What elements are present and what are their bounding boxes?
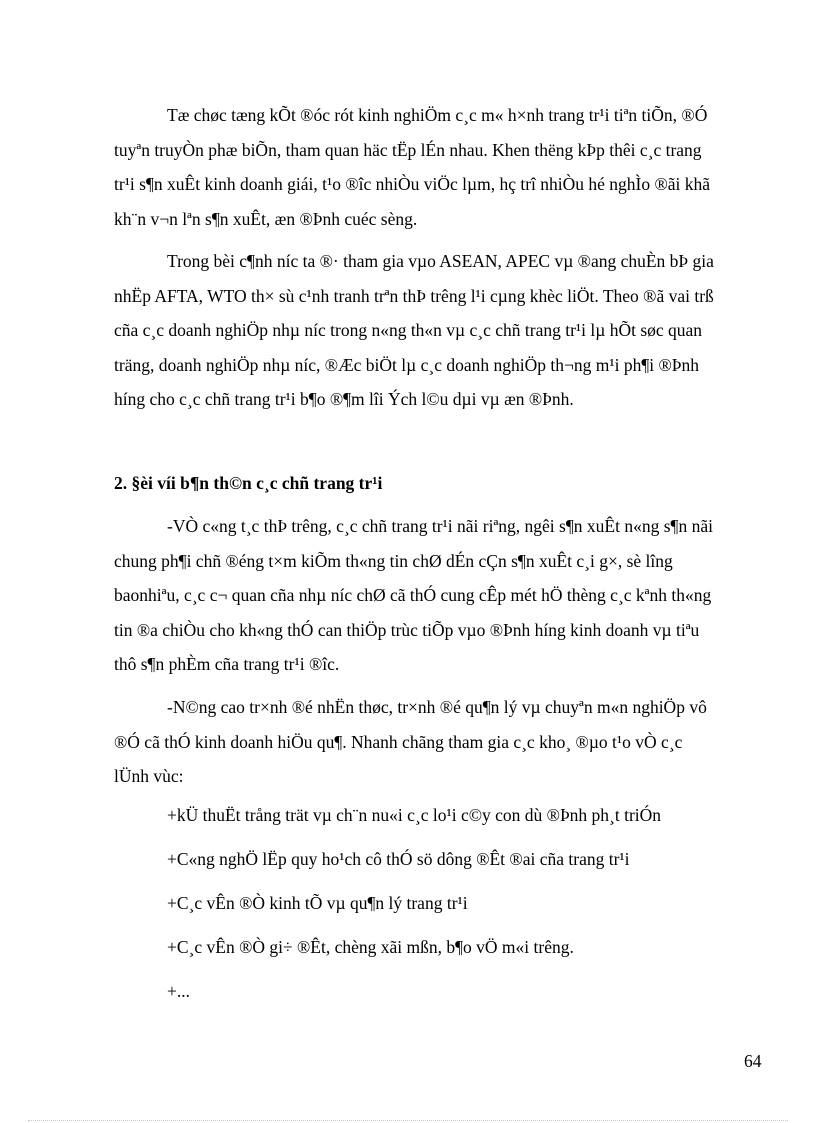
paragraph-line: híng cho c¸c chñ trang tr¹i b¶o ®¶m lîi Ých l©u dµi vµ æn ®Þnh. (114, 389, 574, 409)
paragraph-line: chung ph¶i chñ ®éng t×m kiÕm th«ng tin chØ dÉn cÇn s¶n xuÊt c¸i g×, sè lîng (114, 550, 673, 571)
page-number: 64 (744, 1051, 762, 1071)
paragraph-line: thô s¶n phÈm cña trang tr¹i ®îc. (114, 654, 340, 674)
list-item: +... (167, 981, 190, 1001)
paragraph-line: tuyªn truyÒn phæ biÕn, tham quan häc tËp lÉn nhau. Khen thëng kÞp thêi c¸c trang (114, 139, 702, 160)
paragraph-1 (114, 98, 770, 236)
footer-divider (28, 1120, 788, 1121)
paragraph-line: nhËp AFTA, WTO th× sù c¹nh tranh trªn thÞ trêng l¹i cµng khèc liÖt. Theo ®ã vai trß (114, 285, 714, 306)
paragraph-4 (114, 690, 770, 794)
paragraph-line: cña c¸c doanh nghiÖp nhµ níc trong n«ng th«n vµ c¸c chñ trang tr¹i lµ hÕt søc quan (114, 320, 703, 340)
list-item: +C¸c vÊn ®Ò gi÷ ®Êt, chèng xãi mßn, b¶o vÖ m«i trêng. (167, 937, 574, 957)
paragraph-line: ®Ó cã thÓ kinh doanh hiÖu qu¶. Nhanh chãng tham gia c¸c kho¸ ®µo t¹o vÒ c¸c (114, 731, 683, 752)
paragraph-line: lÜnh vùc: (114, 766, 184, 786)
paragraph-3 (114, 509, 770, 682)
list-item: +C¸c vÊn ®Ò kinh tÕ vµ qu¶n lý trang tr¹i (167, 893, 468, 913)
paragraph-line: -N©ng cao tr×nh ®é nhËn thøc, tr×nh ®é qu¶n lý vµ chuyªn m«n nghiÖp vô (167, 697, 707, 717)
list-item: +kÜ thuËt trång trät vµ ch¨n nu«i c¸c lo¹i c©y con dù ®Þnh ph¸t triÓn (167, 805, 662, 825)
paragraph-line: baonhiªu, c¸c c¬ quan cña nhµ níc chØ cã thÓ cung cÊp mét hÖ thèng c¸c kªnh th«ng (114, 585, 712, 605)
paragraph-line: tr¹i s¶n xuÊt kinh doanh giái, t¹o ®îc nhiÒu viÖc lµm, hç trî nhiÒu hé nghÌo ®ãi khã (114, 174, 711, 194)
paragraph-line: träng, doanh nghiÖp nhµ níc, ®Æc biÖt lµ c¸c doanh nghiÖp th¬ng m¹i ph¶i ®Þnh (114, 354, 700, 375)
paragraph-line: Trong bèi c¶nh níc ta ®· tham gia vµo ASEAN, APEC vµ ®ang chuÈn bÞ gia (167, 251, 714, 271)
paragraph-2 (114, 244, 770, 417)
paragraph-line: tin ®a chiÒu cho kh«ng thÓ can thiÖp trùc tiÕp vµo ®Þnh híng kinh doanh vµ tiªu (114, 619, 700, 640)
paragraph-line: -VÒ c«ng t¸c thÞ trêng, c¸c chñ trang tr¹i nãi riªng, ngêi s¶n xuÊt n«ng s¶n nãi (167, 516, 713, 536)
paragraph-line: Tæ chøc tæng kÕt ®óc rót kinh nghiÖm c¸c m« h×nh trang tr¹i tiªn tiÕn, ®Ó (167, 105, 708, 125)
section-heading: 2. §èi víi b¶n th©n c¸c chñ trang tr¹i (114, 473, 383, 493)
list-item: +C«ng nghÖ lËp quy ho¹ch cô thÓ sö dông ®Êt ®ai cña trang tr¹i (167, 849, 630, 869)
paragraph-line: kh¨n v¬n lªn s¶n xuÊt, æn ®Þnh cuéc sèng. (114, 208, 418, 229)
